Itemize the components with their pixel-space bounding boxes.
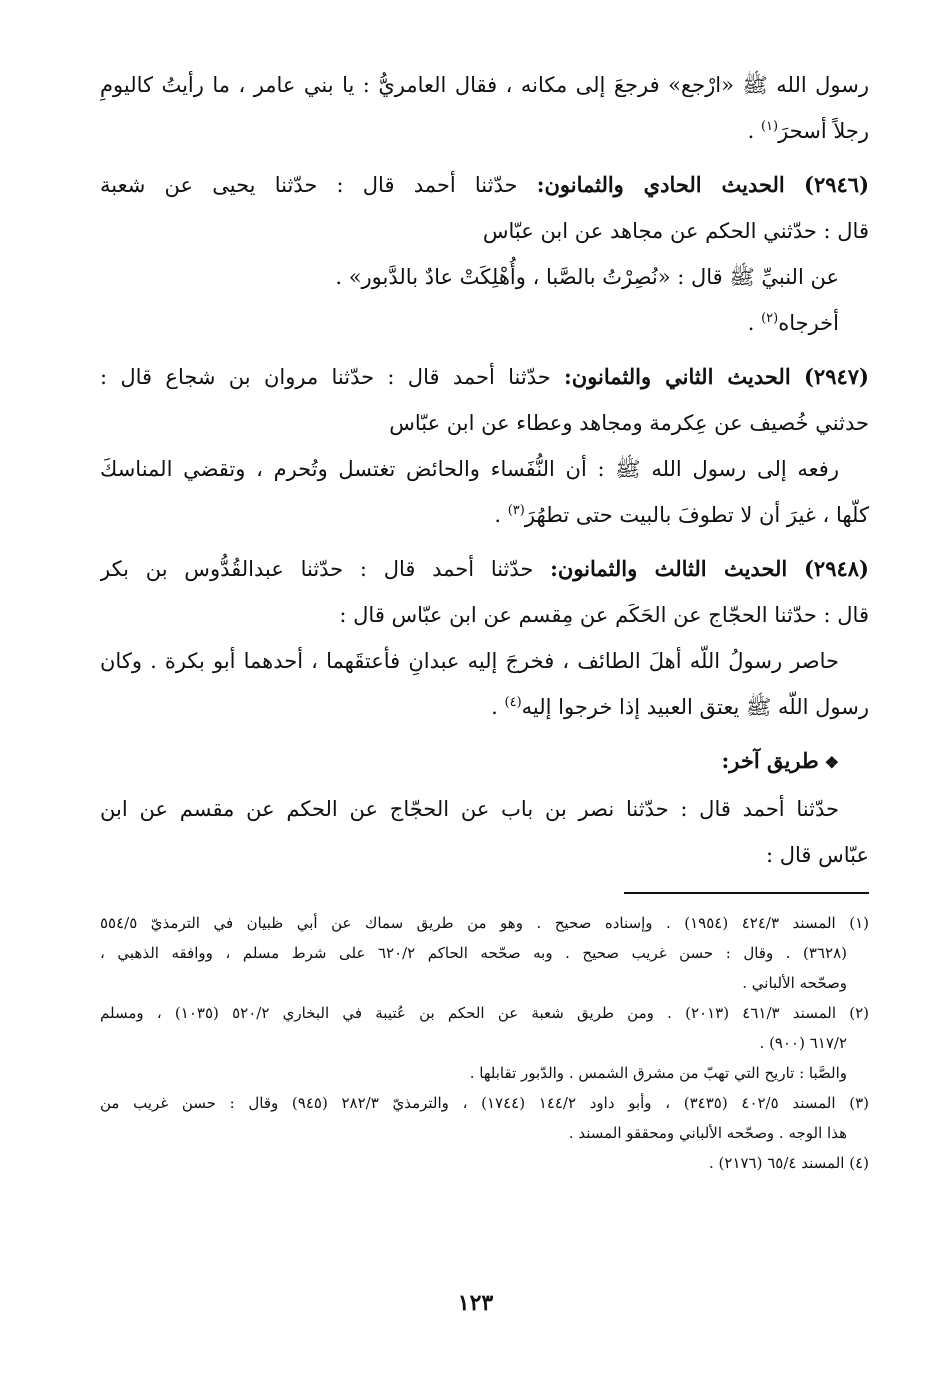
hadith-2947-isnad: حدثني خُصيف عن عِكرمة ومجاهد وعطاء عن ابن عبّاس: [389, 411, 869, 435]
hadith-title: الحديث الحادي والثمانون:: [536, 172, 785, 197]
another-route-line-2: عبّاس قال :: [765, 843, 869, 867]
main-text: [100, 62, 869, 878]
footnote-line: والصَّبا : تاريح التي تهبّ من مشرق الشمس . والدّبور تقابلها .: [469, 1064, 847, 1082]
footnote-2: [100, 998, 869, 1088]
intro-line-2: رجلاً أسحرَ$^{(١)}$ .: [747, 119, 869, 143]
another-route-line-1: حدّثنا أحمد قال : حدّثنا نصر بن باب عن الحجّاج عن الحكم عن مقسم عن ابن: [100, 797, 839, 821]
hadith-2947-matn-2: كلّها ، غيرَ أن لا تطوفَ بالبيت حتى تطهُرَ$^{(٣)}$ .: [494, 503, 869, 527]
page-number: ١٢٣: [457, 1290, 494, 1316]
footnote-ref-1[interactable]: (١): [760, 119, 779, 134]
another-route: [100, 738, 869, 878]
hadith-2947-matn-1: رفعه إلى رسول الله ﷺ : أن النُّفَساء والحائض تغتسل وتُحرم ، وتقضي المناسكَ: [100, 457, 839, 481]
intro-paragraph: [100, 62, 869, 154]
hadith-2947-heading: (٢٩٤٧) الحديث الثاني والثمانون: حدّثنا أحمد قال : حدّثنا مروان بن شجاع قال :: [100, 364, 869, 389]
footnote-line: هذا الوجه . وصحّحه الألباني ومحققو المسند .: [568, 1124, 847, 1142]
footnote-line: (١) المسند ٤٢٤/٣ (١٩٥٤) . وإسناده صحيح . وهو من طريق سماك عن أبي ظبيان في الترمذيّ ٥٥٤/٥: [100, 914, 869, 932]
hadith-2946-isnad: قال : حدّثني الحكم عن مجاهد عن ابن عبّاس: [482, 219, 869, 243]
hadith-number: (٢٩٤٧): [803, 364, 869, 389]
intro-line-1: رسول الله ﷺ «ارْجع» فرجعَ إلى مكانه ، فقال العامريُّ : يا بني عامر ، ما رأيتُ كاليومِ: [100, 73, 869, 97]
footnotes: [100, 908, 869, 1178]
hadith-2948-matn-2: رسول اللّه ﷺ يعتق العبيد إذا خرجوا إليه$^{(٤)}$ .: [491, 695, 869, 719]
footnote-line: (٣) المسند ٤٠٢/٥ (٣٤٣٥) ، وأبو داود ١٤٤/٢ (١٧٤٤) ، والترمذيّ ٢٨٢/٣ (٩٤٥) وقال : حسن غريب من: [100, 1094, 869, 1112]
footnote-1: [100, 908, 869, 998]
hadith-title: الحديث الثالث والثمانون:: [550, 556, 788, 581]
hadith-2946-matn: عن النبيِّ ﷺ قال : «نُصِرْتُ بالصَّبا ، وأُهْلِكَتْ عادٌ بالدَّبور» .: [335, 265, 839, 289]
footnote-4: [100, 1148, 869, 1178]
hadith-number: (٢٩٤٦): [804, 172, 869, 197]
footnote-3: [100, 1088, 869, 1148]
hadith-title: الحديث الثاني والثمانون:: [564, 364, 791, 389]
footnote-separator: [624, 892, 869, 894]
footnote-line: ٦١٧/٢ (٩٠٠) .: [759, 1034, 847, 1052]
footnote-line: (٢) المسند ٤٦١/٣ (٢٠١٣) . ومن طريق شعبة عن الحكم بن عُتيبة في البخاري ٥٢٠/٢ (١٠٣٥) ، ومسلم: [100, 1004, 869, 1022]
hadith-2946-takhrij: أخرجاه$^{(٢)}$ .: [747, 311, 839, 335]
hadith-2948-matn-1: حاصر رسولُ اللّه أهلَ الطائف ، فخرجَ إليه عبدانِ فأعتقَهما ، أحدهما أبو بكرة . وكان: [100, 649, 839, 673]
footnote-ref-3[interactable]: (٣): [507, 503, 525, 518]
footnote-line: (٤) المسند ٦٥/٤ (٢١٧٦) .: [709, 1154, 869, 1172]
hadith-2947: [100, 354, 869, 538]
footnote-line: (٣٦٢٨) . وقال : حسن غريب صحيح . وبه صحّحه الحاكم ٦٢٠/٢ على شرط مسلم ، ووافقه الذهبي ،: [100, 944, 847, 962]
hadith-2946: [100, 162, 869, 346]
hadith-number: (٢٩٤٨): [803, 556, 869, 581]
hadith-2948-heading: (٢٩٤٨) الحديث الثالث والثمانون: حدّثنا أحمد قال : حدّثنا عبدالقُدُّوس بن بكر: [100, 556, 869, 581]
hadith-2948: [100, 546, 869, 730]
another-route-heading: ❖طريق آخر:: [721, 748, 839, 773]
diamond-icon: ❖: [824, 753, 839, 772]
footnote-line: وصحّحه الألباني .: [742, 974, 847, 992]
footnote-ref-4[interactable]: (٤): [504, 695, 522, 710]
hadith-2948-isnad: قال : حدّثنا الحجّاج عن الحَكَم عن مِقسم عن ابن عبّاس قال :: [339, 603, 869, 627]
hadith-2946-heading: (٢٩٤٦) الحديث الحادي والثمانون: حدّثنا أحمد قال : حدّثنا يحيى عن شعبة: [100, 172, 869, 197]
footnote-ref-2[interactable]: (٢): [761, 311, 779, 326]
